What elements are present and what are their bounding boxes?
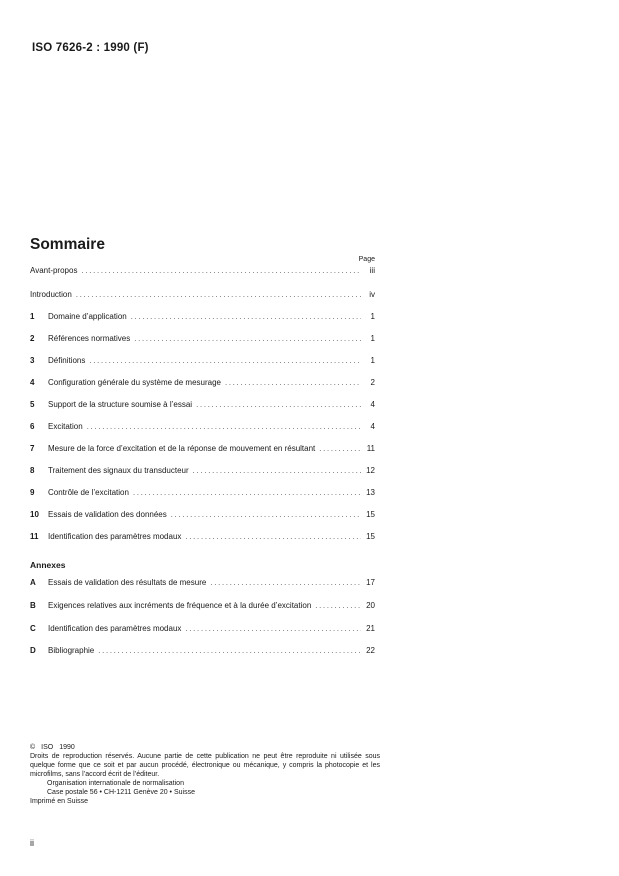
annex-entry [30,624,375,636]
toc-entry-page: 1 [370,312,375,321]
toc-entry [30,510,375,522]
copyright-block [30,743,380,806]
organisation-address: Case postale 56 • CH-1211 Genève 20 • Suisse [47,789,195,796]
annex-entry [30,646,375,658]
toc-entry-page: 1 [370,334,375,343]
annex-entry-letter: A [30,578,36,587]
toc-entry [30,266,375,278]
toc-entry [30,400,375,412]
toc-entry [30,356,375,368]
annex-entry-label: Bibliographie [48,646,95,655]
toc-entry-number: 9 [30,488,35,497]
annex-entry-label: Identification des paramètres modaux [48,624,182,633]
toc-entry-label: Introduction [30,290,72,299]
annexes-heading: Annexes [30,560,66,570]
toc-entry-page: 4 [370,422,375,431]
toc-entry-number: 1 [30,312,35,321]
toc-entry [30,312,375,324]
page-column-label: Page [358,256,375,263]
toc-entry-label: Références normatives [48,334,131,343]
copyright-year: 1990 [59,744,75,751]
toc-entry-page: 12 [366,466,375,475]
annex-entry-page: 22 [366,646,375,655]
toc-entry-label: Domaine d’application [48,312,127,321]
toc-entry-number: 2 [30,334,35,343]
annex-entry-label: Essais de validation des résultats de mesure [48,578,207,587]
copyright-notice: Droits de reproduction réservés. Aucune partie de cette publication ne peut être reproduite ni utilisée sous quelque forme que ce soit et par aucun procédé, électronique ou mécanique, y compris la photocopie et les microfilms, sans l’accord écrit de l’éditeur. [30,753,380,778]
annex-entry-label: Exigences relatives aux incréments de fréquence et à la durée d’excitation [48,601,312,610]
toc-entry-page: 13 [366,488,375,497]
annex-entry [30,601,375,613]
toc-entry-page: iii [369,266,375,275]
toc-entry-number: 5 [30,400,35,409]
toc-entry [30,290,375,302]
annex-entry-letter: D [30,646,36,655]
annex-entry [30,578,375,590]
toc-entry-label: Configuration générale du système de mesurage [48,378,221,387]
toc-entry-label: Mesure de la force d’excitation et de la réponse de mouvement en résultant [48,444,316,453]
toc-entry-number: 11 [30,532,39,541]
copyright-line [30,743,380,752]
toc-entry [30,422,375,434]
toc-entry-page: iv [369,290,375,299]
page-title: Sommaire [30,236,105,253]
toc-entry-label: Traitement des signaux du transducteur [48,466,189,475]
toc-entry-number: 3 [30,356,35,365]
toc-entry [30,444,375,456]
toc-entry [30,466,375,478]
toc-entry-label: Contrôle de l’excitation [48,488,129,497]
annex-entry-letter: B [30,601,36,610]
toc-entry-page: 11 [366,444,375,453]
toc-entry-label: Support de la structure soumise à l’essai [48,400,193,409]
toc-entry [30,488,375,500]
toc-entry [30,532,375,544]
page-number: ii [30,838,34,848]
toc-entry-number: 7 [30,444,35,453]
organisation-name: Organisation internationale de normalisation [47,780,184,787]
document-header: ISO 7626-2 : 1990 (F) [32,42,149,54]
toc-entry-number: 8 [30,466,35,475]
copyright-symbol: © [30,744,36,751]
toc-entry-page: 15 [366,510,375,519]
annex-entry-page: 17 [366,578,375,587]
toc-entry-page: 4 [370,400,375,409]
toc-entry-number: 4 [30,378,35,387]
toc-entry-label: Identification des paramètres modaux [48,532,182,541]
annex-entry-page: 20 [366,601,375,610]
toc-entry-label: Avant-propos [30,266,78,275]
toc-entry-page: 15 [366,532,375,541]
toc-entry-page: 2 [370,378,375,387]
toc-entry-page: 1 [370,356,375,365]
toc-entry-number: 10 [30,510,39,519]
annex-entry-letter: C [30,624,36,633]
annex-entry-page: 21 [366,624,375,633]
printed-in: Imprimé en Suisse [30,798,88,805]
copyright-iso: ISO [41,744,54,751]
toc-entry-label: Excitation [48,422,83,431]
toc-entry-label: Essais de validation des données [48,510,167,519]
toc-entry-label: Définitions [48,356,86,365]
toc-entry [30,334,375,346]
toc-entry [30,378,375,390]
toc-entry-number: 6 [30,422,35,431]
